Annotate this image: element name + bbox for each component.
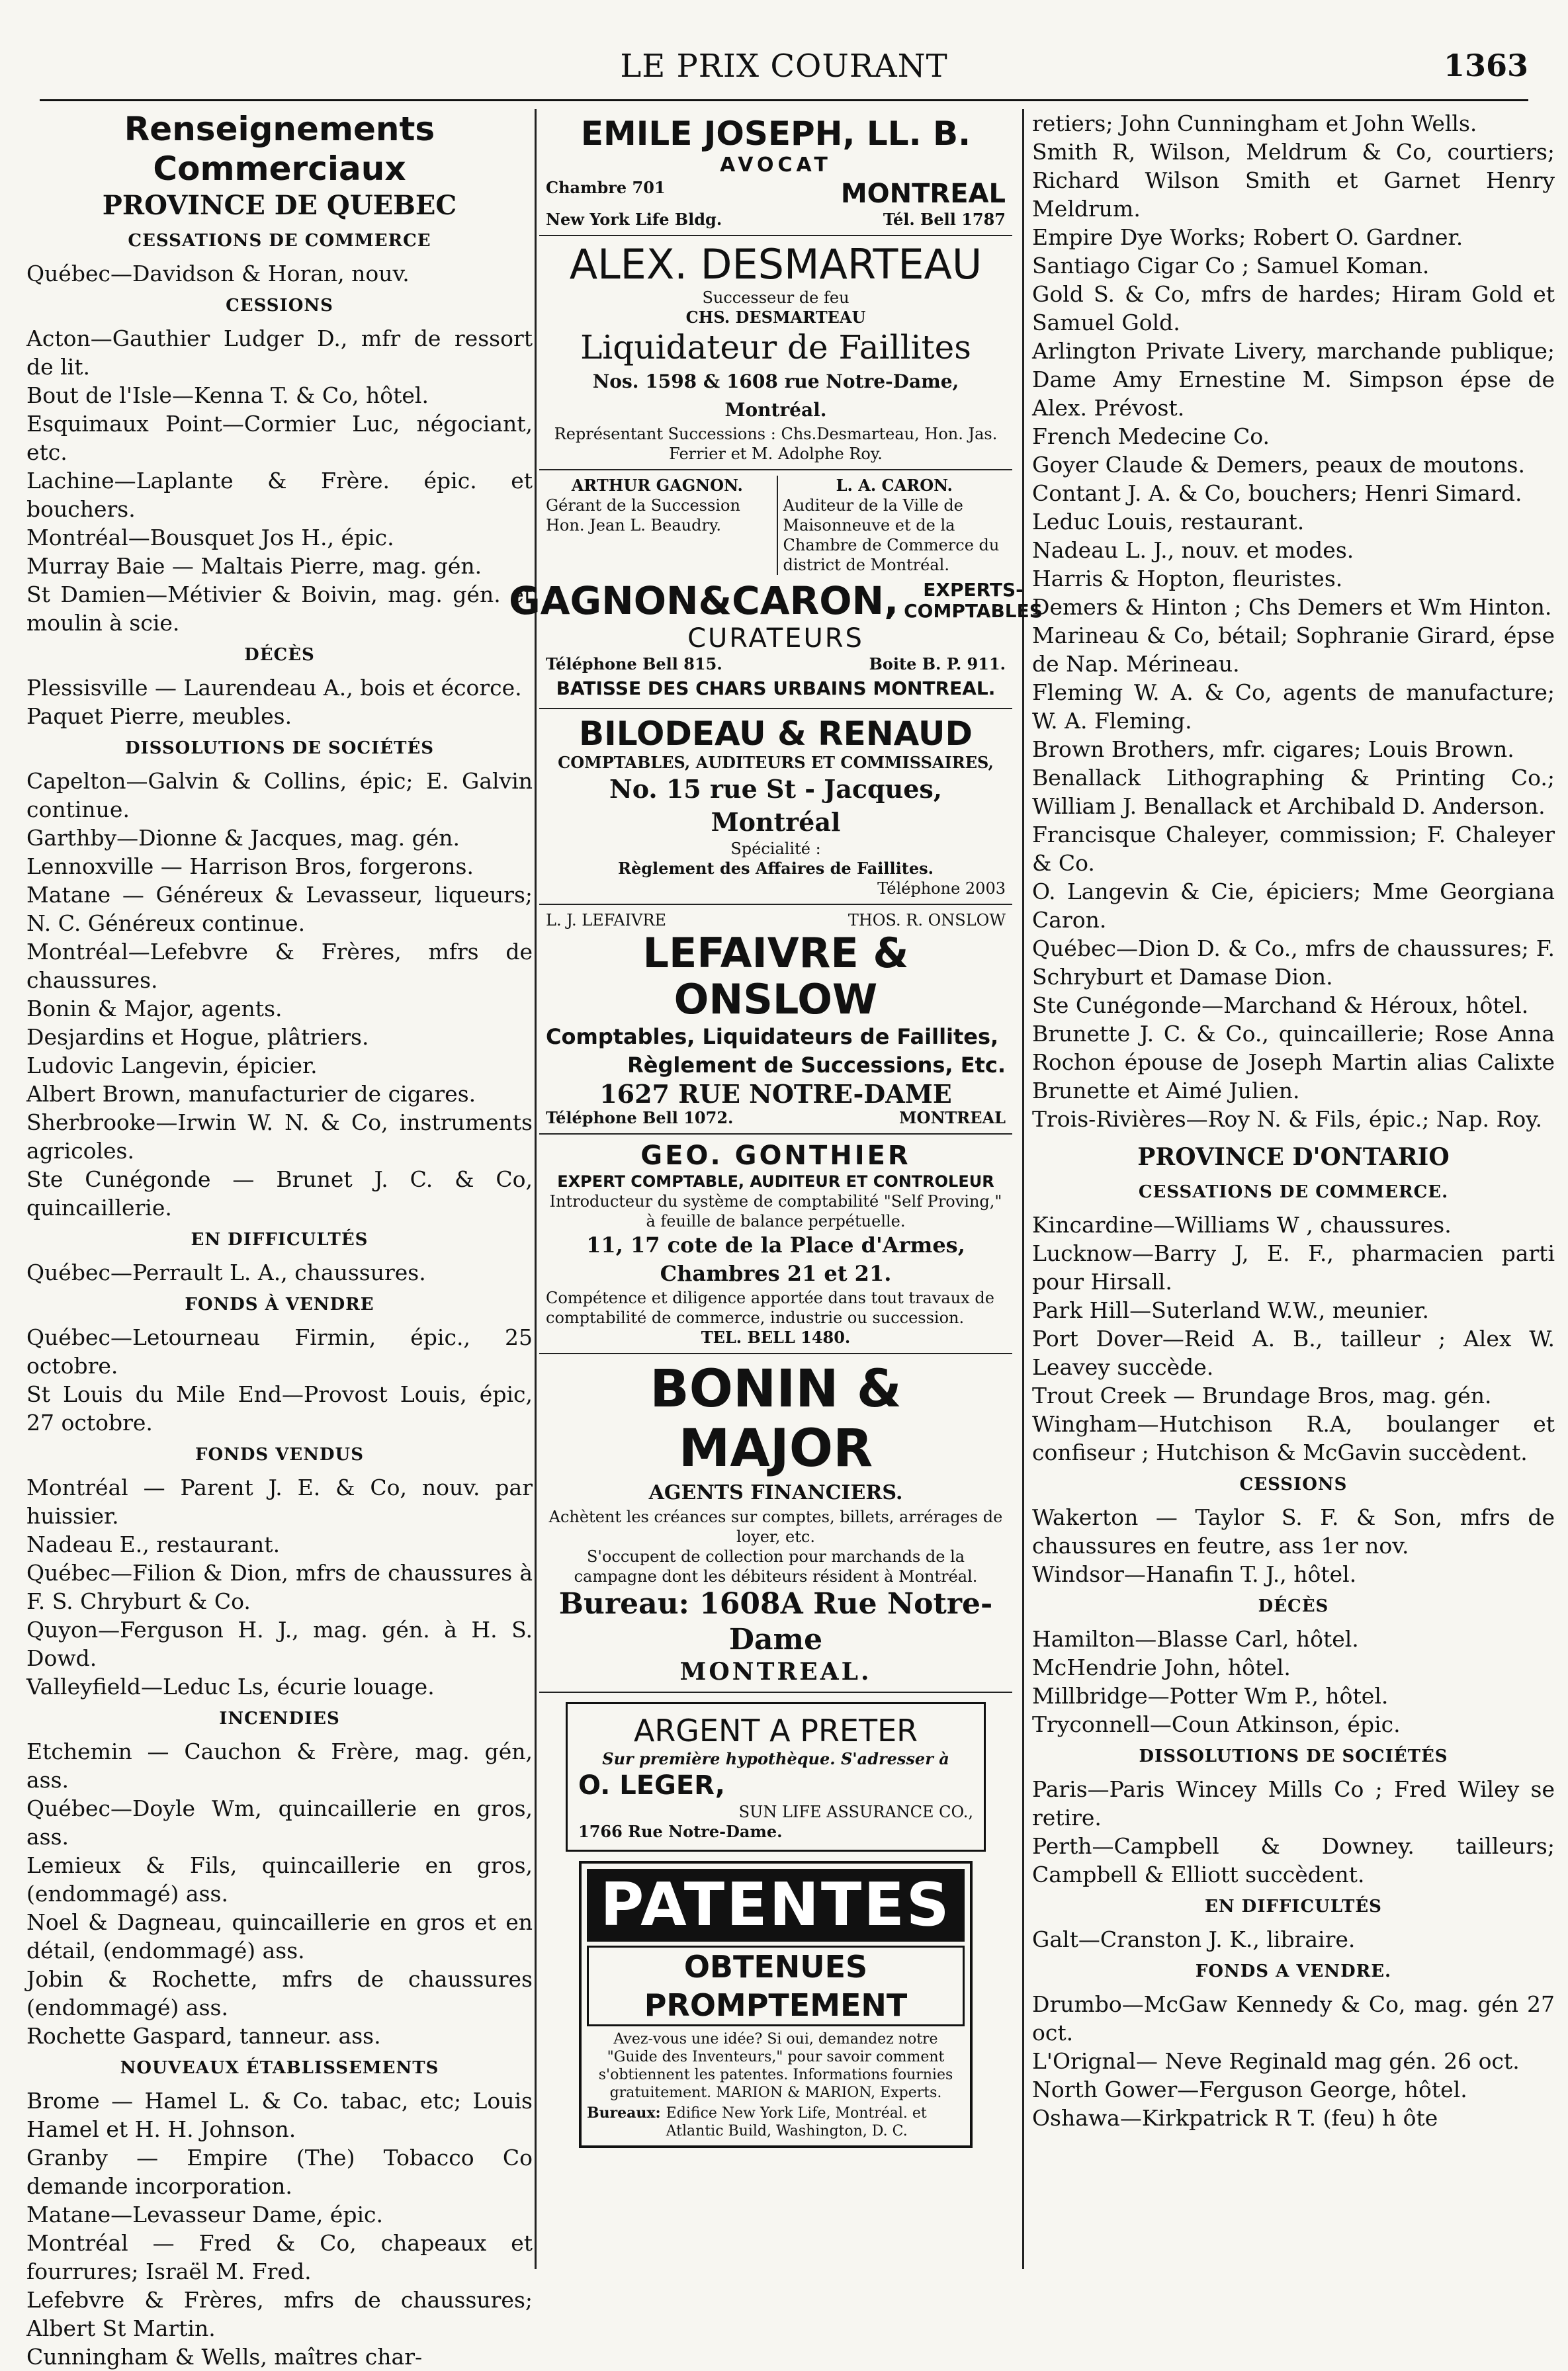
entry: McHendrie John, hôtel.: [1032, 1655, 1291, 1680]
fonds-a-vendre-heading: FONDS À VENDRE: [185, 1295, 374, 1315]
entry: Smith R, Wilson, Meldrum & Co, courtiers; Richard Wilson Smith et Garnet Henry Meldrum.: [1032, 139, 1555, 222]
journal-title: LE PRIX COURANT: [620, 48, 948, 85]
nouveaux-heading: NOUVEAUX ÉTABLISSEMENTS: [120, 2058, 439, 2078]
entry: O. Langevin & Cie, épiciers; Mme Georgiana Caron.: [1032, 879, 1555, 933]
entry: Harris & Hopton, fleuristes.: [1032, 566, 1343, 591]
ad-building: New York Life Bldg.: [546, 210, 722, 229]
incendies-heading: INCENDIES: [219, 1709, 340, 1729]
fonds-a-vendre-heading: FONDS A VENDRE.: [1195, 1961, 1392, 1981]
ad-liquidateur: Liquidateur de Faillites: [580, 328, 971, 366]
ad-subtitle: OBTENUES PROMPTEMENT: [587, 1946, 965, 2026]
cessions-list: [26, 324, 533, 637]
entry: Benallack Lithographing & Printing Co.; William J. Benallack et Archibald D. Anderson.: [1032, 765, 1555, 819]
entry: Port Dover—Reid A. B., tailleur ; Alex W. Leavey succède.: [1032, 1326, 1555, 1380]
entry: Wakerton — Taylor S. F. & Son, mfrs de chaussures en feutre, ass 1er nov.: [1032, 1504, 1555, 1559]
ad-specialty: Règlement des Affaires de Faillites.: [618, 859, 934, 878]
entry: Empire Dye Works; Robert O. Gardner.: [1032, 224, 1463, 250]
ad-name: LEFAIVRE & ONSLOW: [642, 929, 909, 1023]
entry: Plessisville — Laurendeau A., bois et écorce.: [26, 675, 522, 701]
entry: Québec—Dion D. & Co., mfrs de chaussures; F. Schryburt et Damase Dion.: [1032, 935, 1555, 990]
ad-company: SUN LIFE ASSURANCE CO.,: [738, 1803, 973, 1821]
entry: Paquet Pierre, meubles.: [26, 703, 292, 729]
difficultes-heading: EN DIFFICULTÉS: [1205, 1897, 1382, 1917]
entry: Demers & Hinton ; Chs Demers et Wm Hinton.: [1032, 594, 1552, 620]
ad-address: Nos. 1598 & 1608 rue Notre-Dame, Montréal.: [592, 370, 959, 421]
entry: retiers; John Cunningham et John Wells.: [1032, 110, 1477, 136]
dissolutions-heading: DISSOLUTIONS DE SOCIÉTÉS: [124, 738, 435, 758]
ad-name: EMILE JOSEPH, LL. B.: [580, 114, 971, 153]
deces-heading: DÉCÈS: [244, 645, 315, 665]
entry: Brome — Hamel L. & Co. tabac, etc; Louis Hamel et H. H. Johnson.: [26, 2088, 533, 2142]
ad-gonthier: [539, 1135, 1012, 1354]
entry: Etchemin — Cauchon & Frère, mag. gén, ass.: [26, 1739, 533, 1793]
entry: Cunningham & Wells, maîtres char-: [26, 2344, 423, 2370]
entry: Québec—Filion & Dion, mfrs de chaussures à F. S. Chryburt & Co.: [26, 1560, 533, 1614]
section-heading: Renseignements Commerciaux: [124, 110, 435, 188]
entry: L'Orignal— Neve Reginald mag gén. 26 oct.: [1032, 2048, 1520, 2074]
ad-bonin-major: [539, 1354, 1012, 1693]
ad-city: MONTREAL: [898, 1108, 1006, 1127]
entry: Matane — Généreux & Levasseur, liqueurs; N. C. Généreux continue.: [26, 882, 533, 936]
ad-patentes: [579, 1861, 973, 2148]
ad-title: AVOCAT: [720, 153, 832, 177]
entry: Wingham—Hutchison R.A, boulanger et confiseur ; Hutchison & McGavin succèdent.: [1032, 1411, 1555, 1465]
entry: Trois-Rivières—Roy N. & Fils, épic.; Nap. Roy.: [1032, 1106, 1542, 1132]
entry: Oshawa—Kirkpatrick R T. (feu) h ôte: [1032, 2105, 1438, 2131]
entry: Kincardine—Williams W , chaussures.: [1032, 1212, 1452, 1238]
ad-desmarteau: [539, 236, 1012, 470]
entry: Arlington Private Livery, marchande publique; Dame Amy Ernestine M. Simpson épse de Alex. Prévost.: [1032, 338, 1555, 421]
entry: Granby — Empire (The) Tobacco Co demande incorporation.: [26, 2145, 533, 2199]
entry: Brown Brothers, mfr. cigares; Louis Brown.: [1032, 736, 1514, 762]
ad-city: MONTREAL.: [679, 1658, 872, 1686]
ad-address: 11, 17 cote de la Place d'Armes, Chambres 21 et 21.: [586, 1232, 965, 1286]
entry: Garthby—Dionne & Jacques, mag. gén.: [26, 825, 460, 851]
entry: Valleyfield—Leduc Ls, écurie louage.: [26, 1674, 435, 1700]
entry: Québec—Davidson & Horan, nouv.: [26, 261, 410, 286]
entry: Rochette Gaspard, tanneur. ass.: [26, 2023, 381, 2049]
ad-bureaux-label: Bureaux:: [587, 2104, 661, 2122]
ad-name: ARGENT A PRETER: [633, 1713, 918, 1748]
entry: Leduc Louis, restaurant.: [1032, 509, 1305, 535]
right-column: [1032, 109, 1555, 2269]
ad-line: Sur première hypothèque. S'adresser à: [602, 1749, 949, 1768]
entry: Albert Brown, manufacturier de cigares.: [26, 1081, 476, 1107]
ad-contact-name: O. LEGER,: [578, 1770, 725, 1801]
ad-firm-role: EXPERTS-COMPTABLES: [904, 579, 1043, 622]
continued-entries: [1032, 109, 1555, 1133]
entry: Perth—Campbell & Downey. tailleurs; Campbell & Elliott succèdent.: [1032, 1833, 1555, 1887]
ad-building: BATISSE DES CHARS URBAINS MONTREAL.: [556, 677, 996, 699]
entry: Hamilton—Blasse Carl, hôtel.: [1032, 1626, 1359, 1652]
entry: Murray Baie — Maltais Pierre, mag. gén.: [26, 553, 482, 579]
cessions-heading: CESSIONS: [226, 296, 333, 316]
ad-chambre: Chambre 701: [546, 178, 666, 197]
entry: Nadeau L. J., nouv. et modes.: [1032, 537, 1354, 563]
entry: Brunette J. C. & Co., quincaillerie; Rose Anna Rochon épouse de Joseph Martin alias Calixte Brunette et Aimé Julien.: [1032, 1021, 1555, 1103]
entry: Goyer Claude & Demers, peaux de moutons.: [1032, 452, 1525, 478]
difficultes-heading: EN DIFFICULTÉS: [191, 1230, 369, 1250]
ad-lefaivre-onslow: [539, 905, 1012, 1135]
ad-partner-text: Auditeur de la Ville de Maisonneuve et de la Chambre de Commerce du district de Montréal.: [783, 496, 1000, 574]
entry: Fleming W. A. & Co, agents de manufacture; W. A. Fleming.: [1032, 679, 1555, 734]
cessations-heading: CESSATIONS DE COMMERCE.: [1138, 1182, 1449, 1202]
entry: Santiago Cigar Co ; Samuel Koman.: [1032, 253, 1430, 279]
ad-predecessor: CHS. DESMARTEAU: [685, 308, 866, 327]
column-divider-left: [535, 109, 537, 2269]
entry: Ste Cunégonde—Marchand & Héroux, hôtel.: [1032, 992, 1529, 1018]
ad-telephone: Téléphone Bell 1072.: [546, 1108, 734, 1127]
entry: Trout Creek — Brundage Bros, mag. gén.: [1032, 1383, 1492, 1408]
ad-name: PATENTES: [587, 1869, 965, 1942]
entry: Francisque Chaleyer, commission; F. Chaleyer & Co.: [1032, 822, 1555, 876]
ad-partner-name: L. J. LEFAIVRE: [546, 911, 666, 929]
ad-subtitle: COMPTABLES, AUDITEURS ET COMMISSAIRES,: [558, 753, 994, 772]
ad-telephone: Téléphone Bell 815.: [546, 654, 722, 673]
entry: Quyon—Ferguson H. J., mag. gén. à H. S. Dowd.: [26, 1617, 533, 1671]
entry: Gold S. & Co, mfrs de hardes; Hiram Gold et Samuel Gold.: [1032, 281, 1555, 335]
ad-partner-name: THOS. R. ONSLOW: [848, 911, 1006, 929]
entry: Millbridge—Potter Wm P., hôtel.: [1032, 1683, 1389, 1709]
entry: Québec—Perrault L. A., chaussures.: [26, 1260, 426, 1285]
ad-line: Introducteur du système de comptabilité "Self Proving," à feuille de balance perpétuelle.: [549, 1192, 1002, 1230]
entry: Jobin & Rochette, mfrs de chaussures (endommagé) ass.: [26, 1966, 533, 2020]
entry: Tryconnell—Coun Atkinson, épic.: [1032, 1711, 1401, 1737]
cessions-heading: CESSIONS: [1239, 1475, 1348, 1494]
entry: Lefebvre & Frères, mfrs de chaussures; Albert St Martin.: [26, 2287, 533, 2341]
entry: Noel & Dagneau, quincaillerie en gros et en détail, (endommagé) ass.: [26, 1909, 533, 1963]
ad-line: Achètent les créances sur comptes, billets, arrérages de loyer, etc.: [548, 1508, 1003, 1546]
column-divider-right: [1022, 109, 1024, 2269]
entry: Lemieux & Fils, quincaillerie en gros, (endommagé) ass.: [26, 1852, 533, 1907]
entry: Capelton—Galvin & Collins, épic; E. Galvin continue.: [26, 768, 533, 822]
ad-firm-name: GAGNON&CARON,: [509, 578, 899, 623]
entry: Québec—Letourneau Firmin, épic., 25 octobre.: [26, 1324, 533, 1379]
entry: North Gower—Ferguson George, hôtel.: [1032, 2077, 1467, 2102]
ad-emile-joseph: [539, 109, 1012, 236]
ad-partner-name: L. A. CARON.: [836, 476, 953, 495]
ad-specialty-label: Spécialité :: [730, 840, 821, 858]
ad-line: S'occupent de collection pour marchands de la campagne dont les débiteurs résident à Montréal.: [574, 1547, 978, 1586]
entry: Montréal — Parent J. E. & Co, nouv. par huissier.: [26, 1475, 533, 1529]
header-rule: [40, 99, 1528, 101]
deces-heading: DÉCÈS: [1258, 1596, 1329, 1616]
entry: Lennoxville — Harrison Bros, forgerons.: [26, 853, 474, 879]
ad-line: Avez-vous une idée? Si oui, demandez notre "Guide des Inventeurs," pour savoir comment s'obtiennent les patentes. Informations fournies gratuitement. MARION & MARION, Experts.: [598, 2031, 953, 2101]
ad-name: BONIN & MAJOR: [650, 1359, 902, 1479]
left-column: [26, 109, 533, 2370]
ad-bureau: Bureau: 1608A Rue Notre-Dame: [558, 1587, 993, 1657]
entry: Paris—Paris Wincey Mills Co ; Fred Wiley se retire.: [1032, 1776, 1555, 1831]
entry: Marineau & Co, bétail; Sophranie Girard, épse de Nap. Mérineau.: [1032, 623, 1555, 677]
ad-telephone: Tél. Bell 1787: [883, 210, 1006, 229]
ad-subtitle: AGENTS FINANCIERS.: [648, 1481, 903, 1504]
page-number: 1363: [1443, 48, 1528, 83]
entry: Desjardins et Hogue, plâtriers.: [26, 1024, 369, 1050]
entry: Québec—Doyle Wm, quincaillerie en gros, ass.: [26, 1795, 533, 1850]
entry: Lachine—Laplante & Frère. épic. et bouchers.: [26, 468, 533, 522]
ad-successor: Successeur de feu: [702, 288, 849, 307]
ad-bilodeau-renaud: [539, 709, 1012, 905]
ad-representant: Représentant Successions : Chs.Desmarteau, Hon. Jas. Ferrier et M. Adolphe Roy.: [554, 425, 998, 463]
ad-box: Boite B. P. 911.: [869, 654, 1006, 673]
entry: Matane—Levasseur Dame, épic.: [26, 2202, 383, 2227]
entry: Esquimaux Point—Cormier Luc, négociant, etc.: [26, 411, 533, 465]
entry: Ste Cunégonde — Brunet J. C. & Co, quincaillerie.: [26, 1166, 533, 1221]
ad-line: Règlement de Successions, Etc.: [627, 1053, 1006, 1078]
entry: Windsor—Hanafin T. J., hôtel.: [1032, 1561, 1357, 1587]
entry: French Medecine Co.: [1032, 423, 1270, 449]
ontario-heading: PROVINCE D'ONTARIO: [1137, 1143, 1450, 1171]
ad-gagnon-caron: [509, 470, 1043, 709]
entry: Park Hill—Suterland W.W., meunier.: [1032, 1297, 1429, 1323]
fonds-vendus-heading: FONDS VENDUS: [195, 1445, 364, 1465]
ad-partner-text: Gérant de la Succession Hon. Jean L. Beaudry.: [546, 496, 740, 535]
entry: Drumbo—McGaw Kennedy & Co, mag. gén 27 oct.: [1032, 1991, 1555, 2046]
ad-partner-name: ARTHUR GAGNON.: [571, 476, 743, 495]
middle-column-ads: [509, 109, 1043, 2269]
ad-name: ALEX. DESMARTEAU: [569, 240, 982, 288]
ad-argent-a-preter: [566, 1702, 986, 1852]
entry: Ludovic Langevin, épicier.: [26, 1053, 318, 1078]
entry: Bonin & Major, agents.: [26, 996, 283, 1021]
ad-telephone: TEL. BELL 1480.: [701, 1328, 851, 1347]
ad-address: 1627 RUE NOTRE-DAME: [599, 1079, 952, 1109]
entry: Montréal — Fred & Co, chapeaux et fourrures; Israël M. Fred.: [26, 2230, 533, 2284]
entry: Lucknow—Barry J, E. F., pharmacien parti pour Hirsall.: [1032, 1240, 1555, 1295]
entry: Galt—Cranston J. K., libraire.: [1032, 1926, 1356, 1952]
ad-address: 1766 Rue Notre-Dame.: [578, 1822, 783, 1841]
page-header: [13, 48, 1555, 94]
ad-line: Comptables, Liquidateurs de Faillites,: [546, 1024, 999, 1049]
ad-city: MONTREAL: [840, 179, 1006, 209]
entry: Montréal—Bousquet Jos H., épic.: [26, 525, 394, 550]
entry: St Louis du Mile End—Provost Louis, épic, 27 octobre.: [26, 1381, 533, 1436]
ad-curateurs: CURATEURS: [687, 623, 864, 654]
dissolutions-heading: DISSOLUTIONS DE SOCIÉTÉS: [1139, 1746, 1448, 1766]
ad-name: GEO. GONTHIER: [640, 1141, 911, 1171]
province-heading: PROVINCE DE QUEBEC: [102, 190, 457, 221]
entry: Sherbrooke—Irwin W. N. & Co, instruments agricoles.: [26, 1109, 533, 1164]
entry: Bout de l'Isle—Kenna T. & Co, hôtel.: [26, 382, 429, 408]
entry: Acton—Gauthier Ludger D., mfr de ressort de lit.: [26, 325, 533, 380]
ad-address: Edifice New York Life, Montréal. et Atlantic Build, Washington, D. C.: [666, 2105, 927, 2139]
ad-address: No. 15 rue St - Jacques, Montréal: [609, 774, 942, 837]
ad-name: BILODEAU & RENAUD: [579, 714, 973, 753]
entry: St Damien—Métivier & Boivin, mag. gén. et moulin à scie.: [26, 582, 533, 636]
cessations-heading: CESSATIONS DE COMMERCE: [128, 231, 431, 251]
entry: Contant J. A. & Co, bouchers; Henri Simard.: [1032, 480, 1522, 506]
ad-telephone: Téléphone 2003: [877, 879, 1006, 898]
ad-title: EXPERT COMPTABLE, AUDITEUR ET CONTROLEUR: [557, 1172, 994, 1191]
ad-line: Compétence et diligence apportée dans tout travaux de comptabilité de commerce, industrie ou succession.: [546, 1289, 994, 1327]
entry: Montréal—Lefebvre & Frères, mfrs de chaussures.: [26, 939, 533, 993]
entry: Nadeau E., restaurant.: [26, 1531, 281, 1557]
